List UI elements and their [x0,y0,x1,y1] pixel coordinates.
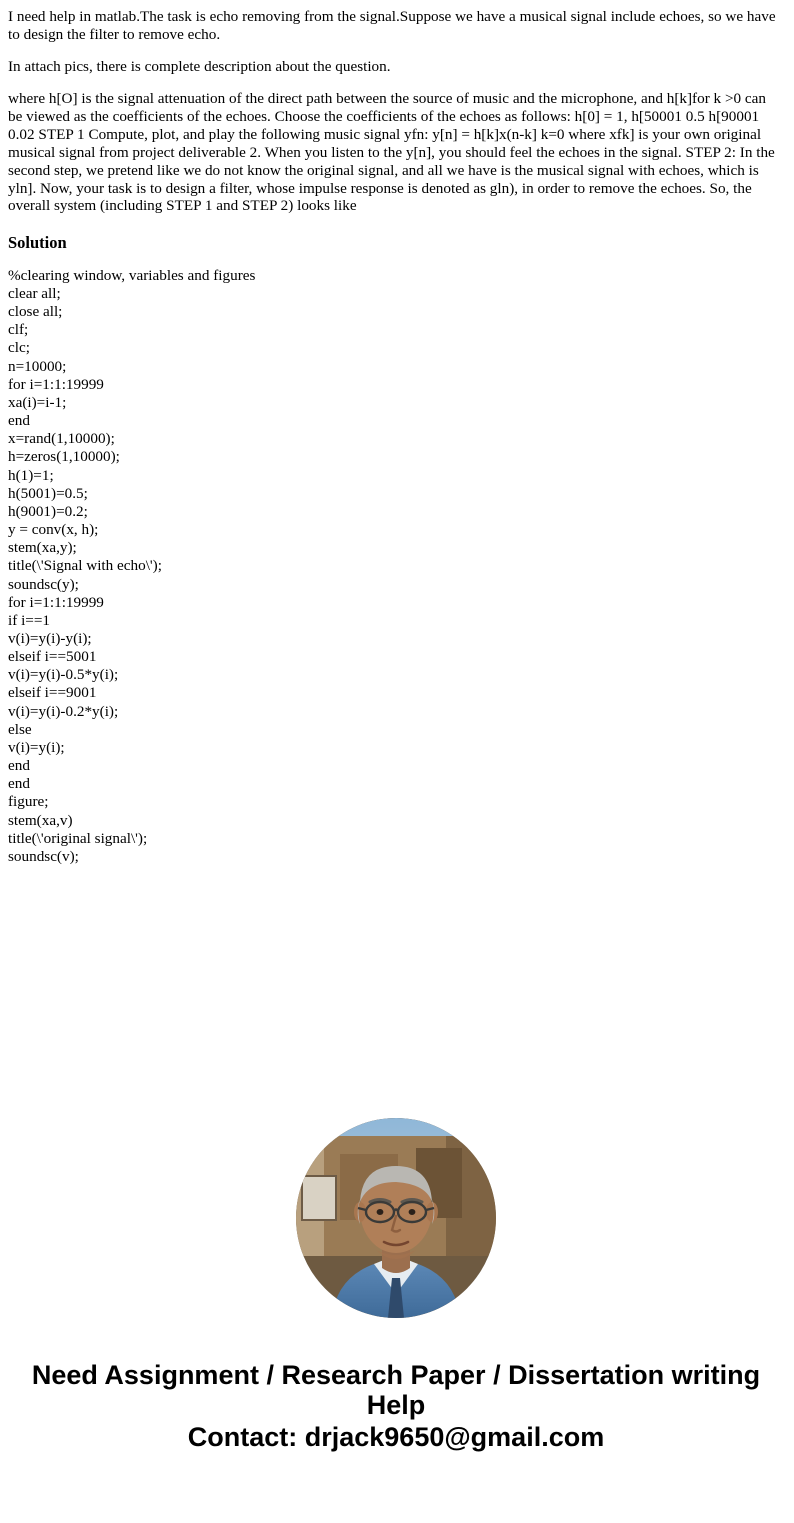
code-line: soundsc(y); [8,575,79,593]
footer-headline: Need Assignment / Research Paper / Dissertation writing Help [31,1360,761,1421]
problem-description-paragraph: where h[O] is the signal attenuation of the direct path between the source of music and the microphone, and h[k]for k >0 can be viewed as the coefficients of the echoes. Choose the coefficients of the echoes as follows: h[0] = 1, h[50001 0.5 h[90001 0.02 STEP 1 Compute, plot, and play the following music signal yfn: y[n] = h[k]x(n-k] k=0 where xfk] is your own original musical signal from project deliverable 2. When you listen to the y[n], you should feel the echoes in the signal. STEP 2: In the second step, we pretend like we do not know the original signal, and all we have is the musical signal with echoes, which is yln]. Now, your task is to design a filter, whose impulse response is denoted as gln), in order to remove the echoes. So, the overall system (including STEP 1 and STEP 2) looks like [8,89,775,215]
solution-heading: Solution [8,233,67,253]
code-line: for i=1:1:19999 [8,375,104,393]
code-line: else [8,720,32,738]
code-line: v(i)=y(i); [8,738,65,756]
code-line: title(\'Signal with echo\'); [8,557,162,575]
code-line: y = conv(x, h); [8,521,99,539]
footer [8,1360,784,1453]
code-line: h(9001)=0.2; [8,502,88,520]
code-line: v(i)=y(i)-y(i); [8,629,92,647]
avatar [296,1118,496,1318]
code-line: end [8,775,30,793]
code-line: %clearing window, variables and figures [8,266,256,284]
code-line: clear all; [8,285,61,302]
code-line: v(i)=y(i)-0.2*y(i); [8,702,119,720]
code-line: h=zeros(1,10000); [8,448,120,466]
code-line: clf; [8,321,29,339]
code-line: elseif i==9001 [8,684,97,702]
code-line: xa(i)=i-1; [8,393,67,411]
code-line: clc; [8,339,30,357]
code-line: soundsc(v); [8,847,79,865]
code-line: elseif i==5001 [8,648,97,666]
code-line: stem(xa,v) [8,811,73,829]
matlab-code-block [8,267,784,866]
code-line: v(i)=y(i)-0.5*y(i); [8,666,119,684]
code-line: h(1)=1; [8,466,54,484]
footer-contact: Contact: drjack9650@gmail.com [187,1422,605,1453]
code-line: title(\'original signal\'); [8,829,148,847]
code-line: x=rand(1,10000); [8,430,115,448]
profile-photo-icon [296,1118,496,1318]
intro-paragraph-1: I need help in matlab.The task is echo removing from the signal.Suppose we have a musical signal include echoes, so we have to design the filter to remove echo. [8,8,776,43]
code-line: close all; [8,303,63,321]
code-line: stem(xa,y); [8,539,77,557]
code-line: end [8,412,30,430]
code-line: end [8,757,30,775]
intro-paragraph-2: In attach pics, there is complete description about the question. [8,57,391,75]
code-line: n=10000; [8,357,67,375]
code-line: if i==1 [8,611,51,629]
code-line: for i=1:1:19999 [8,593,104,611]
avatar-container [8,1118,784,1318]
code-line: figure; [8,793,49,811]
code-line: h(5001)=0.5; [8,484,88,502]
